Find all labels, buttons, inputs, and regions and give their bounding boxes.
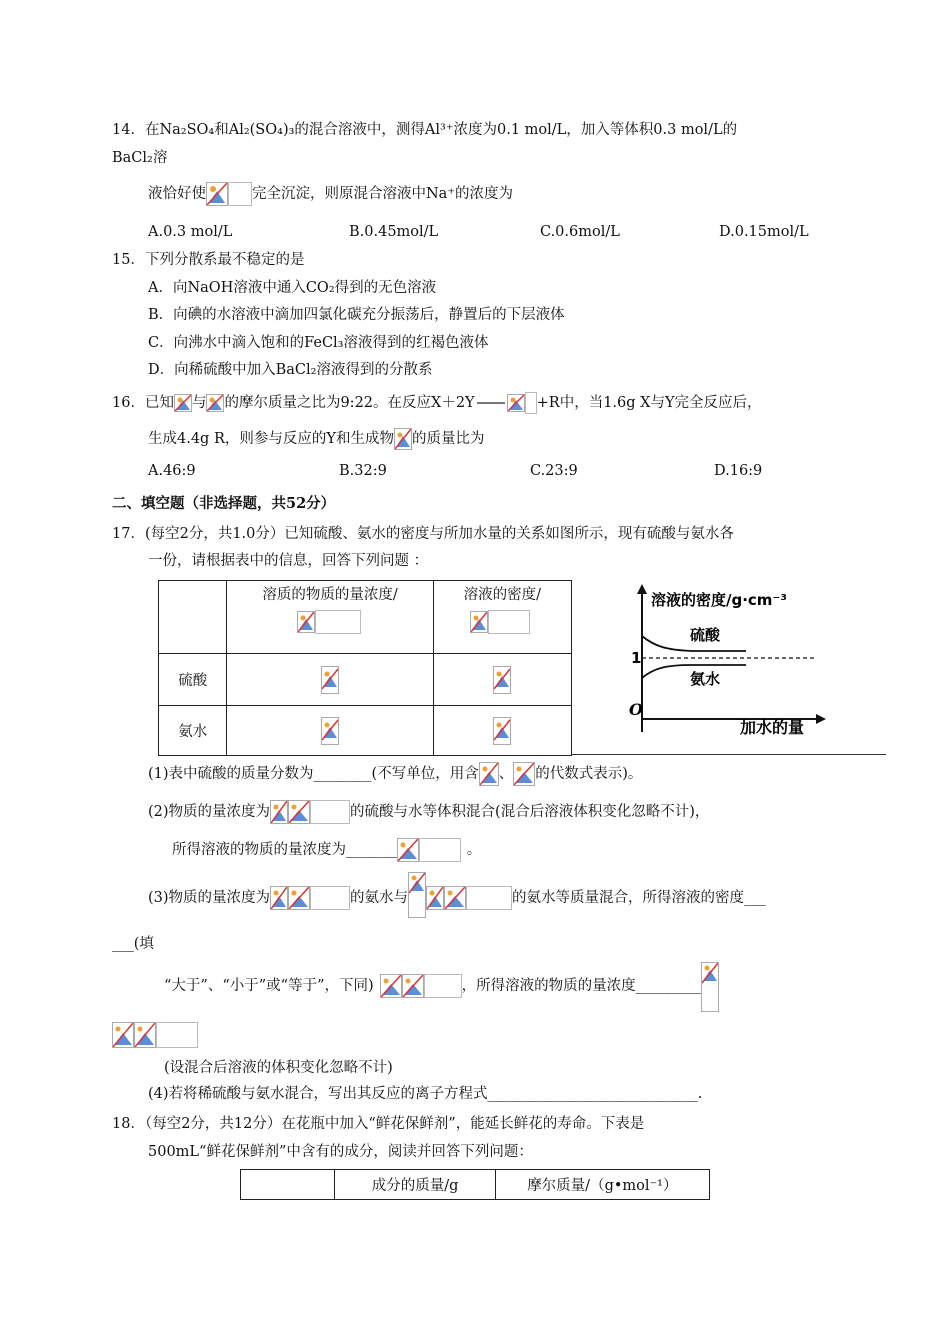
broken-image-icon [479, 762, 499, 786]
broken-image-icon [270, 800, 288, 824]
table-extension-rule [572, 754, 886, 755]
chart-y-label: 溶液的密度/g·cm⁻³ [651, 591, 787, 609]
table-header-cell [433, 581, 571, 654]
q14-option-b: B.0.45mol/L [349, 224, 439, 240]
q17-part3-text-f: ，所得溶液的物质的量浓度_________ [461, 978, 701, 994]
broken-image-icon [206, 394, 224, 412]
broken-image-icon [174, 394, 192, 412]
table-row-label: 氨水 [159, 706, 227, 756]
broken-image-icon [513, 762, 535, 786]
q17-part2-text-b: 的硫酸与水等体积混合(混合后溶液体积变化忽略不计)， [350, 804, 710, 820]
table-row-label: 硫酸 [159, 654, 227, 706]
formula-placeholder [315, 610, 361, 634]
table-cell [433, 654, 571, 706]
q15-option-b: B．向碘的水溶液中滴加四氯化碳充分振荡后，静置后的下层液体 [148, 307, 565, 323]
chart-origin-label: O [629, 700, 643, 719]
q17-part1-text-c: 的代数式表示)。 [535, 766, 643, 782]
q16-text-e: 生成4.4g R，则参与反应的Y和生成物 [148, 431, 394, 447]
q14-line3 [148, 182, 513, 206]
q17-part3-line3 [164, 974, 719, 1012]
broken-image-icon [444, 886, 466, 910]
q17-part3-line2: ___(填 [112, 936, 154, 952]
table-header-col1: 成分的质量/g [335, 1170, 495, 1200]
q17-part3-text-b: 的氨水与 [350, 890, 409, 906]
q17-part3-note: (设混合后溶液的体积变化忽略不计) [164, 1060, 393, 1076]
q17-part2-text-d: 。 [466, 842, 482, 858]
formula-placeholder [310, 800, 350, 824]
q17-part1-text-a: (1)表中硫酸的质量分数为________(不写单位，用含 [148, 766, 479, 782]
q18-line1: 18．（每空2分，共12分）在花瓶中加入“鲜花保鲜剂”，能延长鲜花的寿命。下表是 [112, 1116, 645, 1132]
broken-image-icon [321, 666, 339, 694]
q17-part3-text-c: 的氨水等质量混合，所得溶液的密度___ [512, 890, 766, 906]
q18-line2: 500mL“鲜花保鲜剂”中含有的成分，阅读并回答下列问题： [148, 1144, 533, 1160]
q17-part1-text-b: 、 [498, 766, 514, 782]
chart-tick-label: 1 [631, 649, 642, 667]
broken-image-icon [470, 611, 488, 633]
table-corner-cell [241, 1170, 335, 1200]
table-header-col1: 溶质的物质的量浓度/ [262, 587, 398, 603]
q14-line1: 14．在Na₂SO₄和Al₂(SO₄)₃的混合溶液中，测得Al³⁺浓度为0.1 mol/L，加入等体积0.3 mol/L的 [112, 122, 738, 138]
q15-stem: 15．下列分散系最不稳定的是 [112, 252, 305, 268]
q17-part3 [148, 886, 766, 918]
q17-line1: 17．(每空2分，共1.0分）已知硫酸、氨水的密度与所加水量的关系如图所示，现有硫酸与氨水各 [112, 526, 734, 542]
broken-image-icon [134, 1022, 156, 1048]
q15-option-d: D．向稀硫酸中加入BaCl₂溶液得到的分散系 [148, 362, 433, 378]
chart-series-label: 氨水 [690, 670, 721, 688]
q17-part2-text-c: 所得溶液的物质的量浓度为_______ [172, 842, 397, 858]
q15-option-c: C．向沸水中滴入饱和的FeCl₃溶液得到的红褐色液体 [148, 335, 489, 351]
formula-placeholder [424, 974, 462, 998]
q16-text-a: 16．已知 [112, 395, 174, 411]
broken-image-icon [397, 838, 419, 862]
broken-image-icon [701, 962, 719, 1012]
q14-line3-text-b: 完全沉淀，则原混合溶液中Na⁺的浓度为 [252, 186, 513, 202]
broken-image-icon [206, 182, 228, 206]
q17-table [158, 580, 572, 756]
table-corner-cell [159, 581, 227, 654]
table-cell [227, 654, 433, 706]
formula-placeholder [310, 886, 350, 910]
table-cell [433, 706, 571, 756]
broken-image-icon [321, 717, 339, 745]
table-header-col2-unit [434, 610, 571, 634]
reaction-arrow [477, 402, 505, 404]
table-header-cell [227, 581, 433, 654]
broken-image-icon [402, 974, 424, 998]
q18-table [240, 1169, 710, 1200]
broken-image-icon [288, 886, 310, 910]
table-row [159, 706, 572, 756]
broken-image-icon [507, 394, 525, 412]
q14-option-c: C.0.6mol/L [540, 224, 620, 240]
broken-image-icon [288, 800, 310, 824]
q16-option-c: C.23:9 [530, 463, 578, 479]
q16-line2 [148, 428, 484, 450]
q16-text-f: 的质量比为 [411, 431, 485, 447]
broken-image-icon [297, 611, 315, 633]
broken-image-icon [394, 428, 412, 450]
q17-part3-text-a: (3)物质的量浓度为 [148, 890, 271, 906]
q16-text-d: +R中，当1.6g X与Y完全反应后， [536, 395, 762, 411]
table-header-col2: 溶液的密度/ [463, 587, 541, 603]
q14-option-a: A.0.3 mol/L [148, 224, 233, 240]
q15-option-a: A．向NaOH溶液中通入CO₂得到的无色溶液 [148, 280, 437, 296]
formula-placeholder [419, 838, 461, 862]
q17-line2: 一份，请根据表中的信息，回答下列问题 ： [148, 553, 429, 569]
table-header-col2: 摩尔质量/（g•mol⁻¹） [495, 1170, 709, 1200]
q17-part3-line4 [112, 1022, 198, 1048]
q16-option-a: A.46:9 [148, 463, 196, 479]
broken-image-icon [426, 886, 444, 910]
q16-option-b: B.32:9 [339, 463, 387, 479]
broken-image-icon [493, 717, 511, 745]
q17-part3-text-e: “大于”、“小于”或“等于”，下同) [164, 978, 374, 994]
q14-line2: BaCl₂溶 [112, 150, 168, 166]
broken-image-icon [112, 1022, 134, 1048]
table-header-col1-unit [227, 610, 432, 634]
chart-series-label: 硫酸 [690, 626, 721, 644]
formula-placeholder [488, 610, 530, 634]
q17-part2-text-a: (2)物质的量浓度为 [148, 804, 271, 820]
broken-image-icon [380, 974, 402, 998]
broken-image-icon [270, 886, 288, 910]
table-cell [227, 706, 433, 756]
q16-option-d: D.16:9 [714, 463, 763, 479]
formula-placeholder [525, 392, 537, 414]
q17-part1 [148, 762, 642, 786]
formula-placeholder [228, 182, 252, 206]
q17-part2-line2 [172, 838, 481, 862]
q14-line3-text-a: 液恰好使 [148, 186, 206, 202]
density-chart [622, 584, 834, 736]
section-heading: 二、填空题（非选择题，共52分） [112, 495, 336, 512]
table-row [159, 654, 572, 706]
q16-line1 [112, 392, 762, 414]
q14-option-d: D.0.15mol/L [719, 224, 809, 240]
q16-text-c: 的摩尔质量之比为9:22。在反应X＋2Y [224, 395, 475, 411]
q17-part4: (4)若将稀硫酸与氨水混合，写出其反应的离子方程式_____________________________. [148, 1086, 703, 1102]
chart-x-arrow [816, 714, 826, 724]
broken-image-icon [408, 872, 426, 918]
q17-part2 [148, 800, 709, 824]
broken-image-icon [493, 666, 511, 694]
formula-placeholder [466, 886, 512, 910]
formula-placeholder [156, 1022, 198, 1048]
chart-y-arrow [637, 584, 647, 594]
chart-x-label: 加水的量 [740, 718, 805, 736]
q16-text-b: 与 [191, 395, 207, 411]
